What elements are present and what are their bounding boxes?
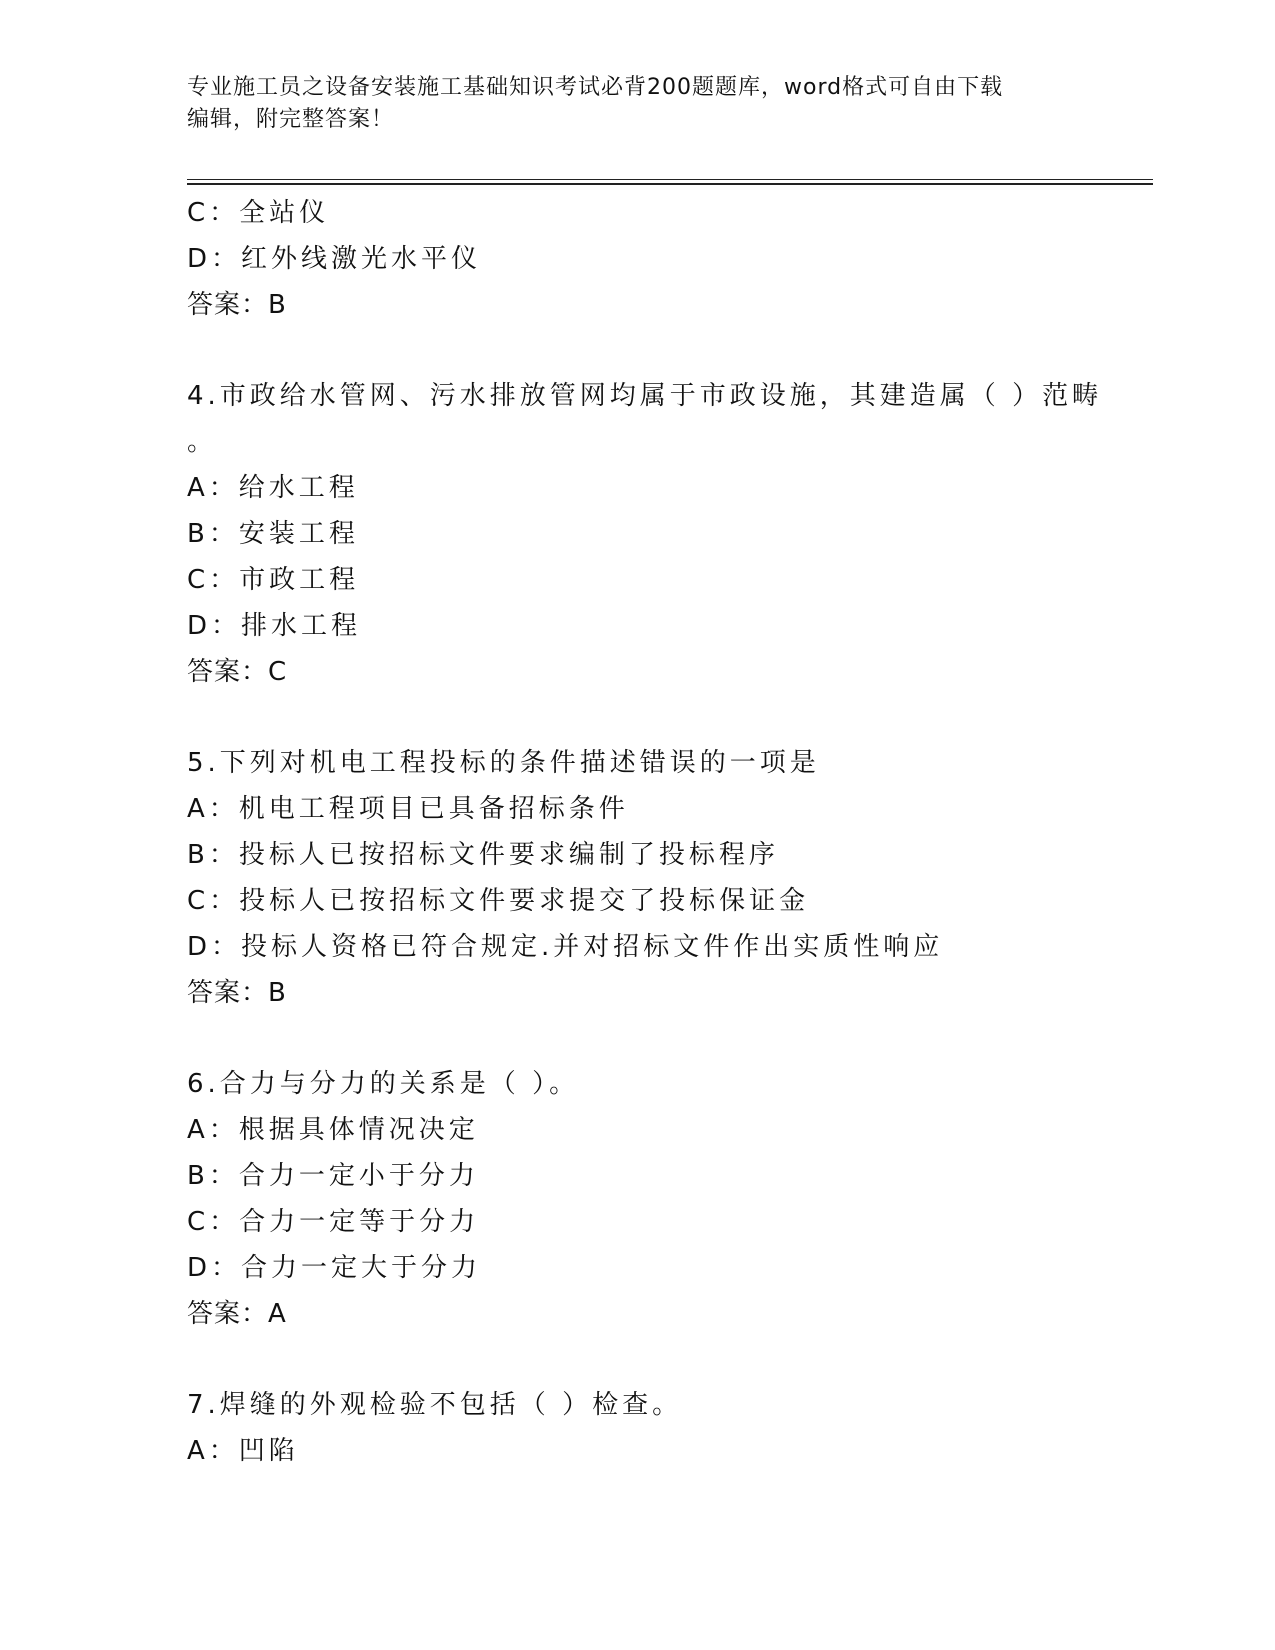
header-line-1: 专业施工员之设备安装施工基础知识考试必背200题题库，word格式可自由下载 [187,75,1004,100]
option-a: A：凹陷 [187,1436,299,1466]
question-list [187,190,1147,1474]
header-line-2: 编辑，附完整答案！ [187,107,395,132]
question-stem: 7.焊缝的外观检验不包括（ ）检查。 [187,1390,683,1420]
option-a: A：机电工程项目已具备招标条件 [187,794,629,824]
question-stem: 5.下列对机电工程投标的条件描述错误的一项是 [187,748,820,778]
header-divider-thick [187,183,1153,185]
question-5 [187,740,1147,1016]
option-c: C：全站仪 [187,198,330,228]
option-c: C：市政工程 [187,565,360,595]
question-stem: 6.合力与分力的关系是（ ）。 [187,1069,580,1099]
answer: 答案：B [187,978,287,1008]
answer: 答案：A [187,1299,287,1329]
option-d: D：红外线激光水平仪 [187,244,482,274]
option-b: B：合力一定小于分力 [187,1161,479,1191]
question-6 [187,1061,1147,1337]
option-a: A：根据具体情况决定 [187,1115,479,1145]
document-header [187,72,1087,136]
option-c: C：合力一定等于分力 [187,1207,480,1237]
option-d: D：合力一定大于分力 [187,1253,482,1283]
option-d: D：排水工程 [187,611,362,641]
question-stem-end: 。 [187,427,218,457]
question-3 [187,190,1147,328]
answer: 答案：C [187,657,288,687]
option-b: B：投标人已按招标文件要求编制了投标程序 [187,840,779,870]
question-4 [187,373,1147,695]
header-divider-thin [187,179,1153,180]
option-d: D：投标人资格已符合规定.并对招标文件作出实质性响应 [187,932,944,962]
option-b: B：安装工程 [187,519,359,549]
option-a: A：给水工程 [187,473,359,503]
question-7 [187,1382,1147,1474]
question-stem: 4.市政给水管网、污水排放管网均属于市政设施，其建造属（ ）范畴 [187,381,1103,411]
option-c: C：投标人已按招标文件要求提交了投标保证金 [187,886,810,916]
answer: 答案：B [187,290,287,320]
